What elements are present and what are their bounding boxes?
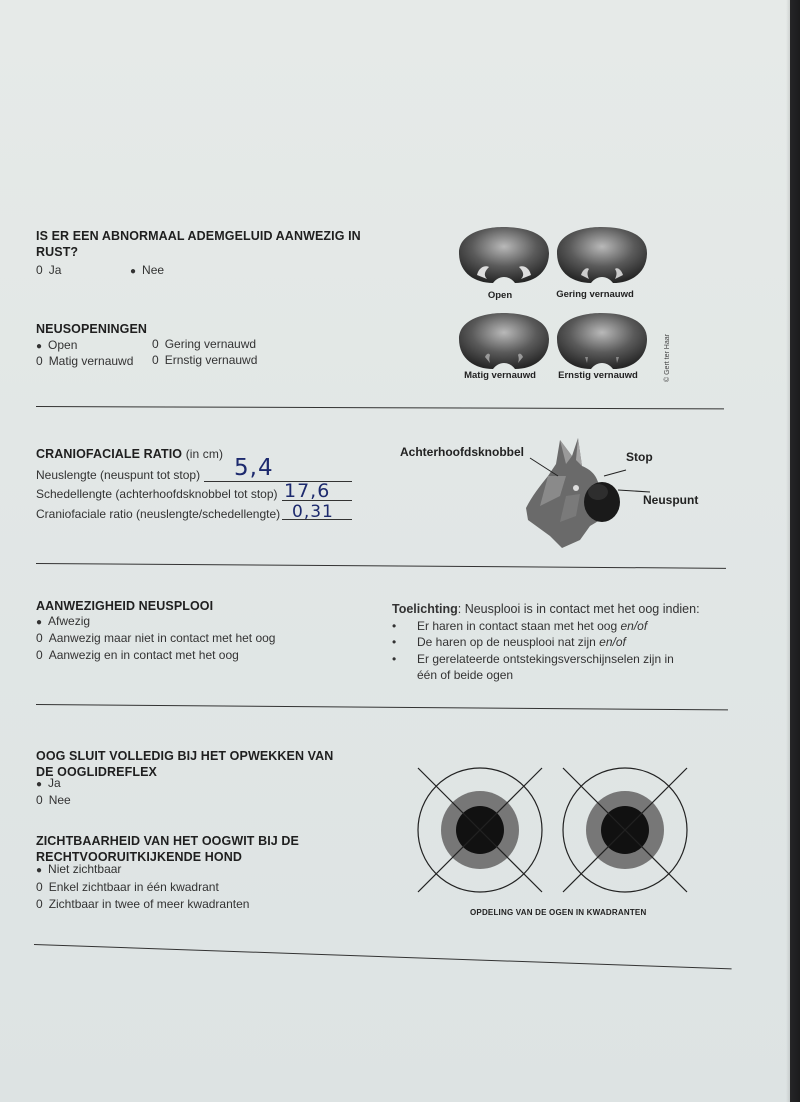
q1-heading-line1: IS ER EEN ABNORMAAL ADEMGELUID AANWEZIG IN [36,229,361,243]
q5-option-nee-label: Nee [48,793,71,807]
bullet-icon: • [392,652,397,666]
q1-heading [36,228,361,260]
divider-4 [34,944,732,970]
toelichting-b3-line1: Er gerelateerde ontstekingsverschijnselen zijn in [417,652,674,666]
q4-option-contact-label: Aanwezig en in contact met het oog [48,648,239,662]
nose-caption-ernstig: Ernstig vernauwd [558,370,638,381]
label-neuspunt: Neuspunt [643,493,699,507]
toelichting-bullet-1 [392,618,732,634]
toelichting-b2-em: en/of [599,635,626,649]
skull-pointer-lines [520,436,650,506]
divider-2 [36,563,726,569]
q6-heading-line2: RECHTVOORUITKIJKENDE HOND [36,850,242,864]
q4-option-niet-contact[interactable] [36,630,275,646]
q6-heading-line1: ZICHTBAARHEID VAN HET OOGWIT BIJ DE [36,834,299,848]
q4-heading: AANWEZIGHEID NEUSPLOOI [36,599,214,613]
page-edge-shadow [786,0,800,1102]
left-eye-icon [418,768,542,892]
q4-option-afwezig-label: Afwezig [48,614,91,628]
q6-option-enkel[interactable] [36,879,219,895]
q2-option-gering[interactable] [152,336,256,352]
nose-caption-gering: Gering vernauwd [556,289,634,300]
q3-row2-value[interactable]: 17,6 [284,480,331,502]
toelichting-b2-text: De haren op de neusplooi nat zijn [417,635,600,649]
q1-option-nee[interactable] [130,262,164,280]
nose-matig-icon [459,313,549,369]
copyright-text: © Gert ter Haar [664,334,671,382]
label-achterhoofdsknobbel: Achterhoofdsknobbel [400,445,525,459]
q2-option-matig[interactable] [36,353,133,369]
q5-heading-line2: DE OOGLIDREFLEX [36,765,157,779]
toelichting-b1-em: en/of [620,619,648,633]
bullet-icon: • [392,619,397,633]
q2-option-matig-label: Matig vernauwd [48,354,134,368]
q3-row2-label: Schedellengte (achterhoofdsknobbel tot stop) [36,487,278,501]
q1-option-nee-label: Nee [142,263,165,277]
label-stop: Stop [626,450,653,464]
q2-option-gering-label: Gering vernauwd [164,337,257,351]
nose-ernstig-icon [557,313,647,369]
q5-option-nee[interactable] [36,792,71,808]
q5-option-ja-label: Ja [48,776,61,790]
q6-option-niet-label: Niet zichtbaar [48,862,122,876]
divider-1 [36,406,724,410]
nose-caption-matig: Matig vernauwd [464,370,536,381]
q1-option-ja-label: Ja [48,263,62,277]
nose-illustrations [455,225,655,390]
q3-row3-label: Craniofaciale ratio (neuslengte/schedellengte) [36,507,281,521]
q5-option-ja[interactable] [36,775,61,793]
toelichting-bullet-2 [392,634,732,650]
q3-row1-label: Neuslengte (neuspunt tot stop) [36,468,201,482]
q6-option-enkel-label: Enkel zichtbaar in één kwadrant [48,880,219,894]
q2-option-ernstig-label: Ernstig vernauwd [164,353,258,367]
q5-heading-line1: OOG SLUIT VOLLEDIG BIJ HET OPWEKKEN VAN [36,749,334,763]
right-eye-icon [563,768,687,892]
eyes-caption: OPDELING VAN DE OGEN IN KWADRANTEN [470,908,647,917]
q6-option-twee[interactable] [36,896,249,912]
nose-gering-icon [557,227,647,283]
q2-heading: NEUSOPENINGEN [36,322,148,336]
q6-option-niet[interactable] [36,861,121,879]
nose-caption-open: Open [487,290,513,301]
q3-row1-value[interactable]: 5,4 [234,455,274,481]
q1-heading-line2: RUST? [36,245,79,259]
bullet-icon: • [392,635,397,649]
divider-3 [36,704,728,711]
q2-option-ernstig[interactable] [152,352,257,368]
toelichting-intro-text: : Neusplooi is in contact met het oog indien: [457,602,700,616]
q2-option-open-label: Open [48,338,78,352]
q4-option-afwezig[interactable] [36,613,90,631]
q6-option-twee-label: Zichtbaar in twee of meer kwadranten [48,897,250,911]
q4-option-niet-contact-label: Aanwezig maar niet in contact met het oog [48,631,276,645]
q3-row3-value[interactable]: 0,31 [292,502,334,522]
eye-quadrants-icon [412,762,696,902]
toelichting-intro [392,601,700,617]
toelichting-label: Toelichting [392,602,458,616]
q1-option-ja[interactable] [36,262,61,278]
toelichting-bullet-3 [392,651,732,683]
q3-heading-text: CRANIOFACIALE RATIO [36,447,183,461]
toelichting-b1-text: Er haren in contact staan met het oog [417,619,621,633]
q4-option-contact[interactable] [36,647,239,663]
q5-heading [36,748,333,780]
nose-open-icon [459,227,549,283]
q3-heading [36,446,223,462]
toelichting-b3-line2: één of beide ogen [417,668,514,682]
q3-heading-unit: (in cm) [185,447,224,461]
